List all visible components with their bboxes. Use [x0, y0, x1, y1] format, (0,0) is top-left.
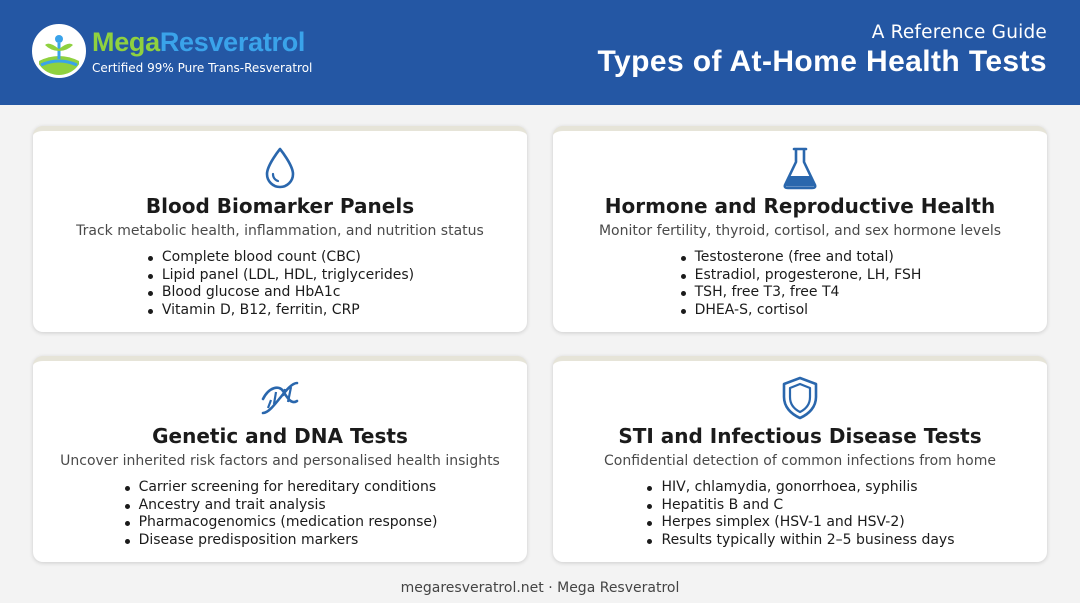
list-item: Ancestry and trait analysis — [123, 497, 438, 515]
header-banner — [0, 0, 1080, 105]
list-item: HIV, chlamydia, gonorrhoea, syphilis — [645, 479, 954, 497]
brand-name-part2: Resveratrol — [159, 27, 306, 57]
list-item: Herpes simplex (HSV-1 and HSV-2) — [645, 514, 954, 532]
list-item: Estradiol, progesterone, LH, FSH — [679, 267, 922, 285]
brand-name — [92, 27, 305, 58]
card-list — [146, 249, 414, 319]
list-item: Disease predisposition markers — [123, 532, 438, 550]
list-item: Complete blood count (CBC) — [146, 249, 414, 267]
card-hormone-reproductive — [553, 126, 1047, 332]
card-subtitle: Track metabolic health, inflammation, and nutrition status — [76, 223, 484, 239]
list-item: Carrier screening for hereditary conditions — [123, 479, 438, 497]
dna-icon — [259, 375, 301, 421]
footer-credit: megaresveratrol.net · Mega Resveratrol — [400, 580, 680, 596]
card-subtitle: Confidential detection of common infections from home — [604, 453, 996, 469]
list-item: Vitamin D, B12, ferritin, CRP — [146, 302, 414, 320]
flask-icon — [779, 145, 821, 191]
card-subtitle: Uncover inherited risk factors and personalised health insights — [60, 453, 500, 469]
card-genetic-dna — [33, 356, 527, 562]
card-blood-biomarker — [33, 126, 527, 332]
list-item: Testosterone (free and total) — [679, 249, 922, 267]
card-list — [123, 479, 438, 549]
list-item: Hepatitis B and C — [645, 497, 954, 515]
list-item: DHEA-S, cortisol — [679, 302, 922, 320]
card-list — [679, 249, 922, 319]
page-title: Types of At-Home Health Tests — [597, 45, 1047, 78]
card-list — [645, 479, 954, 549]
card-subtitle: Monitor fertility, thyroid, cortisol, and sex hormone levels — [598, 223, 1002, 239]
card-title: Blood Biomarker Panels — [145, 194, 415, 218]
list-item: Blood glucose and HbA1c — [146, 284, 414, 302]
droplet-icon — [259, 145, 301, 191]
card-title: Genetic and DNA Tests — [152, 424, 408, 448]
list-item: TSH, free T3, free T4 — [679, 284, 922, 302]
brand-logo — [32, 24, 332, 84]
list-item: Results typically within 2–5 business days — [645, 532, 954, 550]
brand-name-part1: Mega — [92, 27, 160, 57]
list-item: Pharmacogenomics (medication response) — [123, 514, 438, 532]
shield-icon — [779, 375, 821, 421]
list-item: Lipid panel (LDL, HDL, triglycerides) — [146, 267, 414, 285]
brand-tagline: Certified 99% Pure Trans-Resveratrol — [92, 61, 313, 75]
card-title: STI and Infectious Disease Tests — [618, 424, 982, 448]
card-sti-infectious — [553, 356, 1047, 562]
card-title: Hormone and Reproductive Health — [604, 194, 996, 218]
page-kicker: A Reference Guide — [871, 22, 1047, 43]
logo-emblem-icon — [32, 24, 86, 78]
